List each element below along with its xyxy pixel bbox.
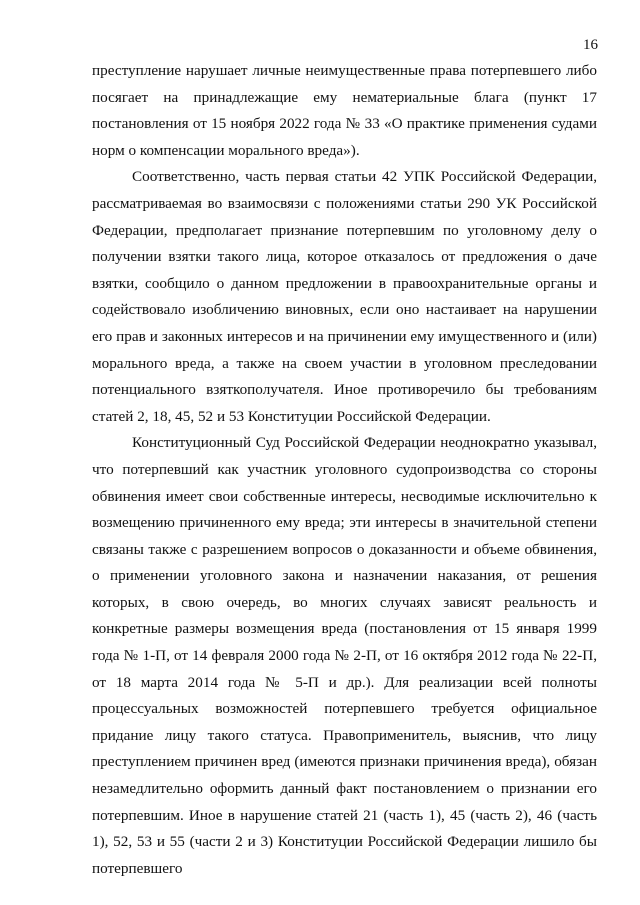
page-number: 16: [583, 37, 598, 53]
paragraph-constitutional-court: Конституционный Суд Российской Федерации неоднократно указывал, что потерпевший как участник уголовного судопроизводства со стороны обвинения имеет свои собственные интересы, несводимые исключительно к возмещению причиненного ему вреда; эти интересы в значительной степени связаны также с разрешением вопросов о доказанности и объеме обвинения, о применении уголовного закона и назначении наказания, от решения которых, в свою очередь, во многих случаях зависят реальность и конкретные размеры возмещения вреда (постановления от 15 января 1999 года № 1-П, от 14 февраля 2000 года № 2-П, от 16 октября 2012 года № 22-П, от 18 марта 2014 года № 5-П и др.). Для реализации всей полноты процессуальных возможностей потерпевшего требуется официальное придание лицу такого статуса. Правоприменитель, выяснив, что лицу преступлением причинен вред (имеются признаки причинения вреда), обязан незамедлительно оформить данный факт постановлением о признании его потерпевшим. Иное в нарушение статей 21 (часть 1), 45 (часть 2), 46 (часть 1), 52, 53 и 55 (части 2 и 3) Конституции Российской Федерации лишило бы потерпевшего: [92, 434, 597, 877]
paragraph-continuation: преступление нарушает личные неимущественные права потерпевшего либо посягает на принадлежащие ему нематериальные блага (пункт 17 постановления от 15 ноября 2022 года № 33 «О практике применения судами норм о компенсации морального вреда»).: [92, 62, 597, 159]
document-body: [92, 58, 597, 882]
paragraph-article-42: Соответственно, часть первая статьи 42 УПК Российской Федерации, рассматриваемая во взаимосвязи с положениями статьи 290 УК Российской Федерации, предполагает признание потерпевшим по уголовному делу о получении взятки такого лица, которое отказалось от предложения о даче взятки, сообщило о данном предложении в правоохранительные органы и содействовало изобличению виновных, если оно настаивает на нарушении его прав и законных интересов и на причинении ему имущественного и (или) морального вреда, а также на своем участии в уголовном преследовании потенциального взяткополучателя. Иное противоречило бы требованиям статей 2, 18, 45, 52 и 53 Конституции Российской Федерации.: [92, 168, 597, 425]
